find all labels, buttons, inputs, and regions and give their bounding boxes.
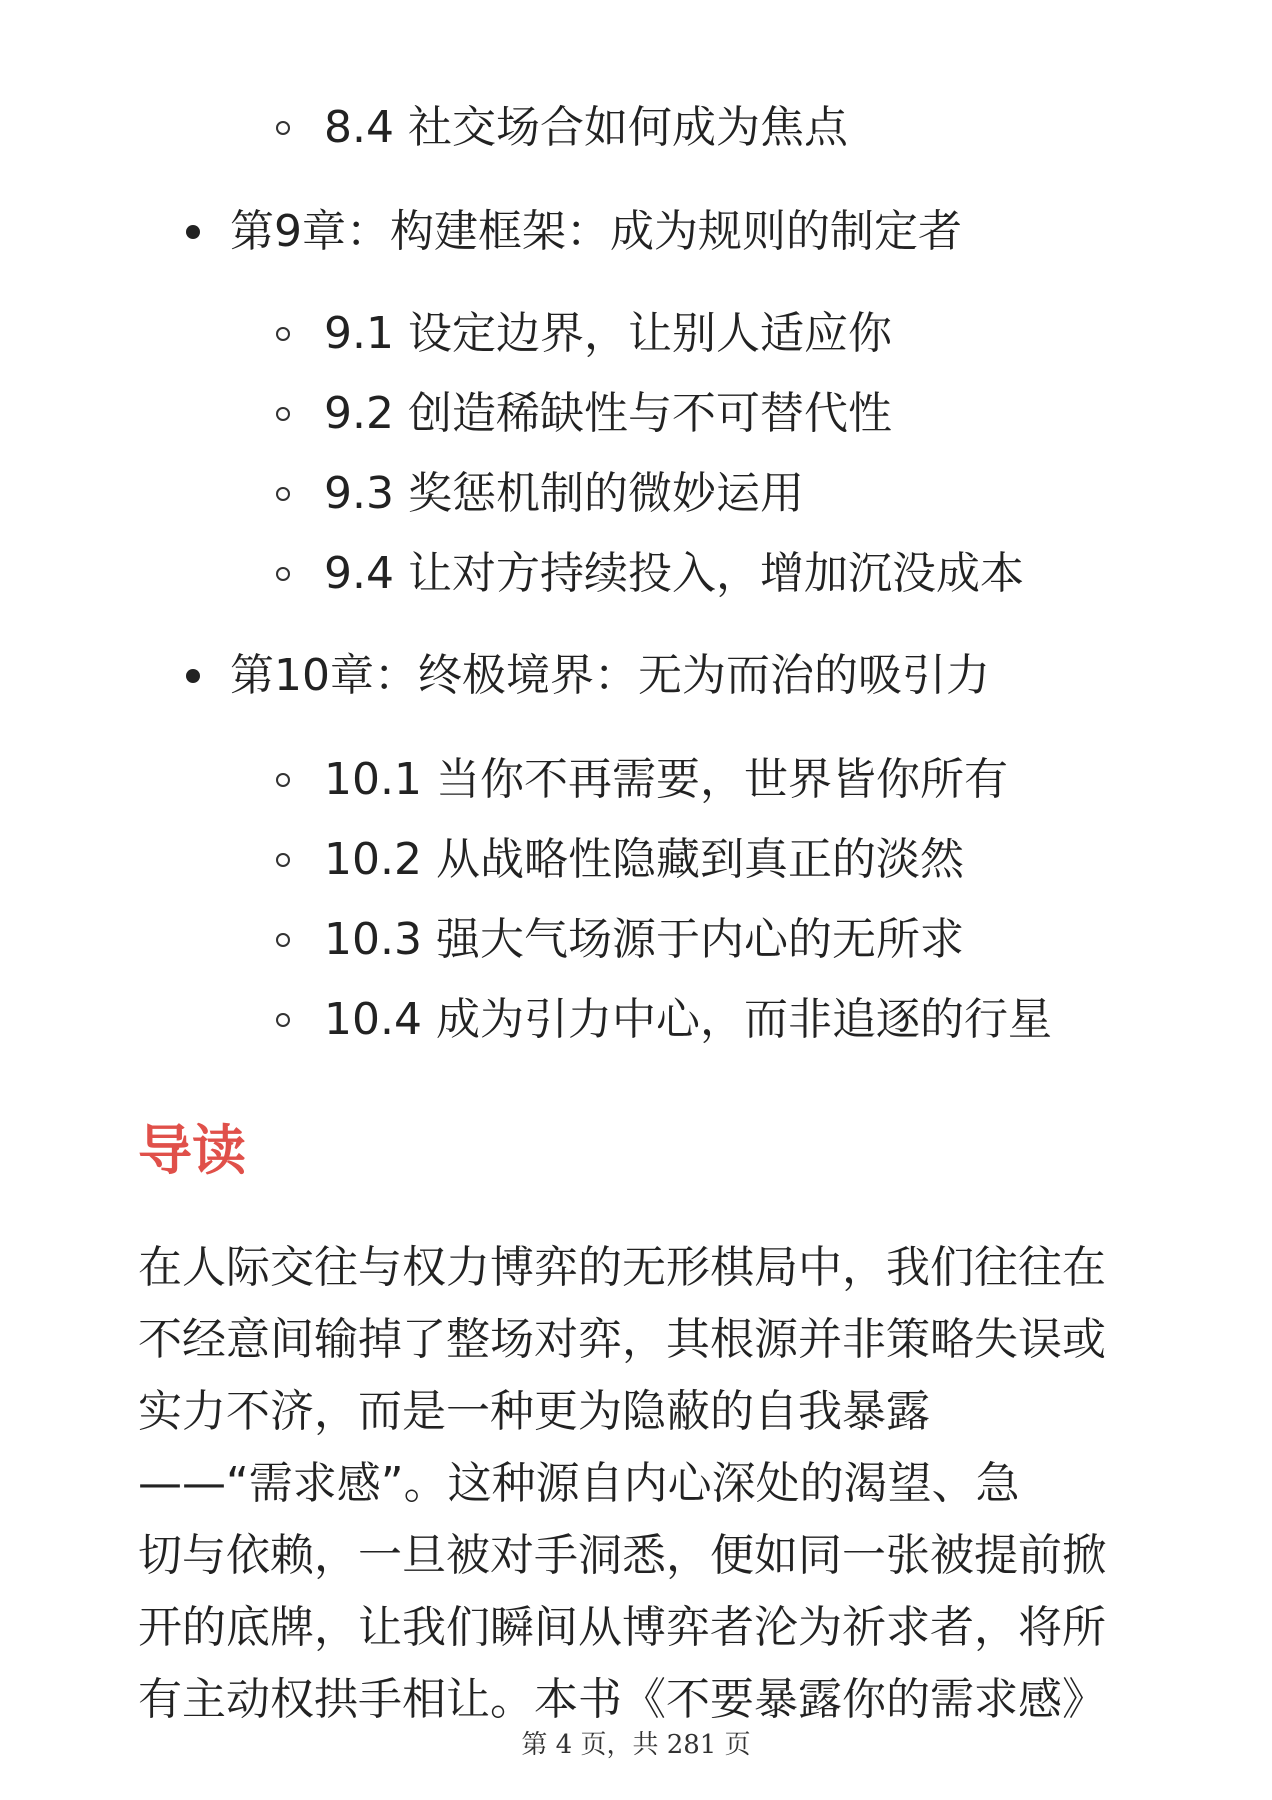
toc-subsection-text: 10.1 当你不再需要，世界皆你所有 [324,754,1008,805]
toc-subsection [276,306,892,362]
toc-chapter [186,204,962,260]
toc-subsection [276,386,892,442]
toc-subsection-text: 8.4 社交场合如何成为焦点 [324,102,848,153]
toc-subsection [276,466,804,522]
solid-bullet-icon [186,225,200,239]
toc-subsection [276,832,964,888]
toc-subsection-text: 9.4 让对方持续投入，增加沉没成本 [324,548,1024,599]
solid-bullet-icon [186,669,200,683]
hollow-bullet-icon [276,407,290,421]
toc-subsection-text: 9.3 奖惩机制的微妙运用 [324,468,804,519]
hollow-bullet-icon [276,121,290,135]
toc-subsection [276,912,964,968]
intro-paragraph [138,1232,1138,1736]
toc-chapter-text: 第10章：终极境界：无为而治的吸引力 [230,650,990,701]
hollow-bullet-icon [276,327,290,341]
section-heading: 导读 [138,1119,246,1182]
paragraph-line: 开的底牌，让我们瞬间从博弈者沦为祈求者，将所 [138,1602,1106,1653]
toc-subsection-text: 9.2 创造稀缺性与不可替代性 [324,388,892,439]
paragraph-line: 不经意间输掉了整场对弈，其根源并非策略失误或 [138,1314,1106,1365]
paragraph-line: 实力不济，而是一种更为隐蔽的自我暴露 [138,1386,930,1437]
toc-subsection-text: 10.2 从战略性隐藏到真正的淡然 [324,834,964,885]
toc-subsection-text: 10.3 强大气场源于内心的无所求 [324,914,964,965]
toc-subsection-text: 9.1 设定边界，让别人适应你 [324,308,892,359]
hollow-bullet-icon [276,1013,290,1027]
hollow-bullet-icon [276,773,290,787]
paragraph-line: ——“需求感”。这种源自内心深处的渴望、急 [138,1458,1020,1509]
paragraph-line: 在人际交往与权力博弈的无形棋局中，我们往往在 [138,1242,1106,1293]
toc-subsection [276,100,848,156]
paragraph-line: 有主动权拱手相让。本书《不要暴露你的需求感》 [138,1674,1106,1725]
toc-subsection [276,992,1052,1048]
hollow-bullet-icon [276,567,290,581]
toc-subsection [276,752,1008,808]
paragraph-line: 切与依赖，一旦被对手洞悉，便如同一张被提前掀 [138,1530,1106,1581]
hollow-bullet-icon [276,487,290,501]
hollow-bullet-icon [276,853,290,867]
toc-chapter-text: 第9章：构建框架：成为规则的制定者 [230,206,962,257]
toc-chapter [186,648,990,704]
toc-subsection-text: 10.4 成为引力中心，而非追逐的行星 [324,994,1052,1045]
page-number-footer: 第 4 页，共 281 页 [521,1730,751,1760]
toc-subsection [276,546,1024,602]
hollow-bullet-icon [276,933,290,947]
